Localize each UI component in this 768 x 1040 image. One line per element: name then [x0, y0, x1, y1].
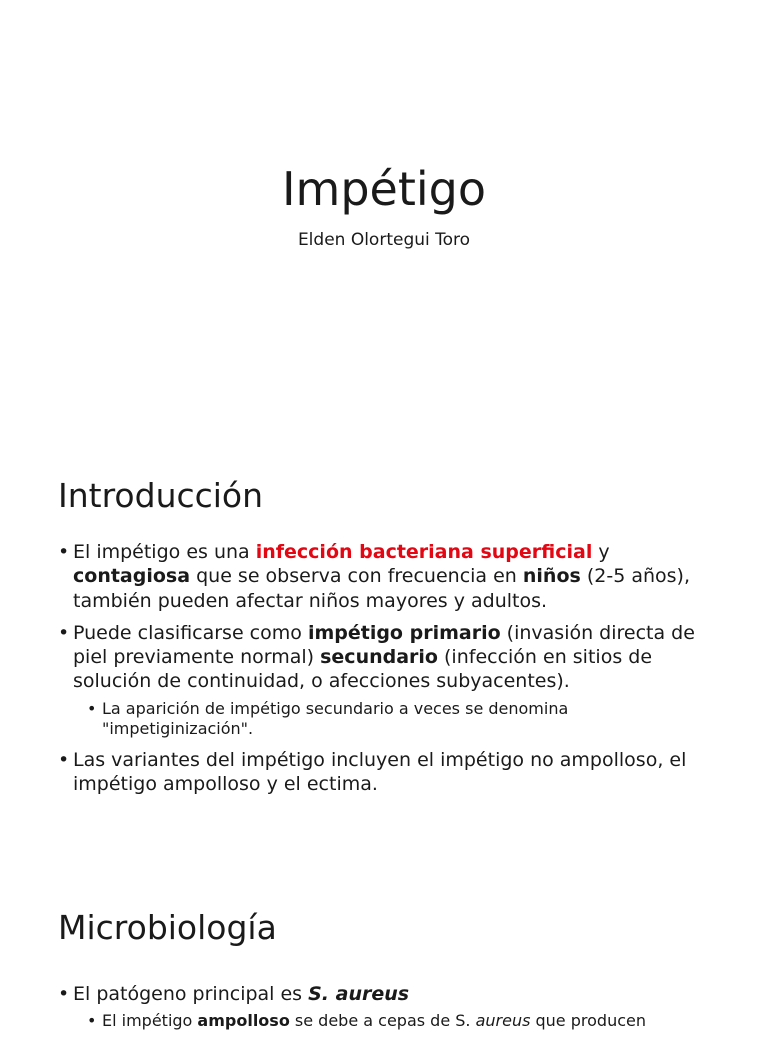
highlighted-term: infección bacteriana superficial: [255, 541, 593, 563]
microbiology-heading: Microbiología: [58, 908, 277, 947]
text-run: (invasión directa de piel previamente normal): [73, 621, 695, 669]
bold-term: impétigo primario: [307, 621, 501, 644]
text-run: se debe a cepas de S.: [289, 1011, 476, 1031]
intro-heading: Introducción: [58, 476, 264, 515]
intro-sub-bullet: • La aparición de impétigo secundario a veces se denomina "impetiginización".: [58, 699, 708, 740]
bold-term: [308, 983, 409, 1005]
text-run: El patógeno principal es: [73, 983, 309, 1005]
intro-slide: [0, 432, 768, 864]
text-run: que producen: [530, 1011, 646, 1031]
text-run: El impétigo es una: [73, 541, 256, 563]
microbiology-bullet-list: [58, 982, 708, 1040]
presentation-title: Impétigo: [281, 162, 487, 216]
bold-term: niños: [522, 565, 581, 588]
intro-bullet-list: [58, 540, 708, 804]
text-run: (2-5 años), también pueden afectar niños mayores y adultos.: [73, 565, 691, 612]
intro-bullet-3: • Las variantes del impétigo incluyen el impétigo no ampolloso, el impétigo ampolloso y el ectima.: [58, 748, 708, 797]
bold-term: secundario: [320, 646, 438, 669]
presentation-author: Elden Olortegui Toro: [297, 230, 471, 250]
intro-bullet-1: [58, 540, 708, 613]
italic-term: aureus: [475, 1011, 531, 1031]
microbiology-bullet-1: [58, 982, 708, 1006]
text-run: y: [592, 541, 610, 563]
text-run: (infección en sitios de solución de continuidad, o afecciones subyacentes).: [73, 646, 653, 693]
italic-term: S. aureus: [308, 983, 410, 1005]
bold-term: contagiosa: [73, 565, 191, 588]
text-run: Puede clasificarse como: [73, 621, 308, 644]
intro-bullet-2: [58, 621, 708, 694]
text-run: El impétigo: [102, 1011, 198, 1031]
text-run: que se observa con frecuencia en: [190, 565, 523, 588]
microbiology-sub-bullet: [58, 1011, 708, 1032]
bold-term: ampolloso: [197, 1011, 290, 1031]
microbiology-slide: [0, 864, 768, 1031]
title-slide: [0, 0, 768, 432]
